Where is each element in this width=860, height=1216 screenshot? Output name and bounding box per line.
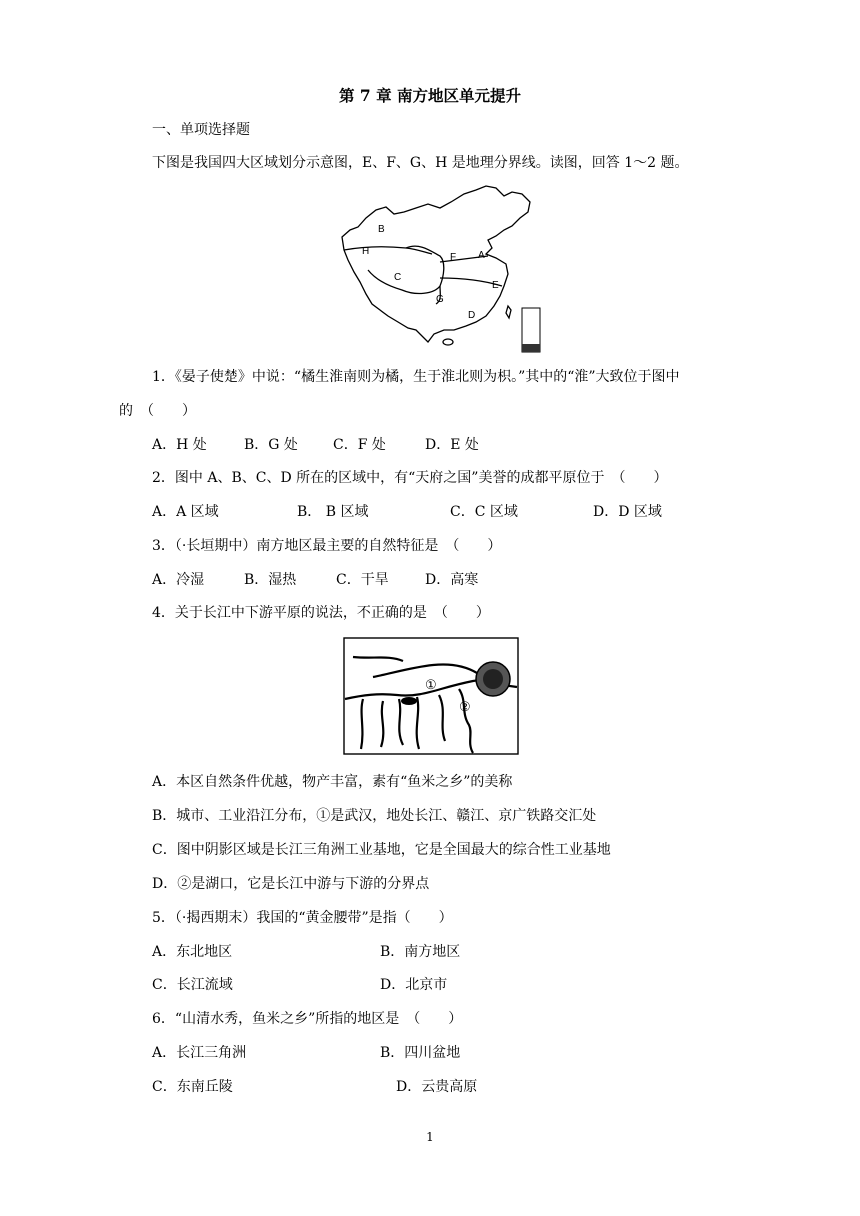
- q1-option-b[interactable]: B．G 处: [244, 437, 298, 453]
- q5-option-b[interactable]: B．南方地区: [380, 944, 461, 960]
- map-marker-2: ②: [459, 700, 471, 715]
- map-label-a: A: [478, 250, 485, 261]
- q2-option-b[interactable]: B． B 区域: [297, 504, 369, 520]
- map-label-e: E: [492, 280, 499, 291]
- q4-option-c[interactable]: C．图中阴影区域是长江三角洲工业基地，它是全国最大的综合性工业基地: [152, 842, 611, 858]
- section-heading: 一、单项选择题: [152, 122, 250, 138]
- q4-option-a[interactable]: A．本区自然条件优越，物产丰富，素有“鱼米之乡”的美称: [152, 774, 513, 790]
- page-title: 第 7 章 南方地区单元提升: [339, 86, 521, 105]
- map-label-h: H: [362, 246, 370, 257]
- map-label-c: C: [394, 272, 402, 283]
- q3-option-c[interactable]: C．干旱: [336, 572, 389, 588]
- q2-option-a[interactable]: A．A 区域: [152, 504, 219, 520]
- intro-text: 下图是我国四大区域划分示意图，E、F、G、H 是地理分界线。读图，回答 1～2 题。: [152, 155, 689, 171]
- q5-option-c[interactable]: C．长江流域: [152, 977, 233, 993]
- q4-option-b[interactable]: B．城市、工业沿江分布，①是武汉，地处长江、赣江、京广铁路交汇处: [152, 808, 597, 824]
- q5-stem: 5．（·揭西期末）我国的“黄金腰带”是指（ ）: [152, 910, 453, 926]
- q2-stem: 2．图中 A、B、C、D 所在的区域中，有“天府之国”美誉的成都平原位于 （ ）: [152, 470, 668, 486]
- q3-option-b[interactable]: B．湿热: [244, 572, 297, 588]
- q4-option-d[interactable]: D．②是湖口，它是长江中游与下游的分界点: [152, 876, 430, 892]
- q5-option-a[interactable]: A．东北地区: [152, 944, 233, 960]
- q6-option-d[interactable]: D．云贵高原: [396, 1079, 478, 1095]
- page-number: 1: [426, 1130, 434, 1144]
- map-label-d: D: [468, 310, 476, 321]
- china-regions-map: [336, 182, 546, 354]
- q1-stem-cont: 的 （ ）: [119, 403, 196, 419]
- map-label-g: G: [436, 294, 444, 305]
- q3-option-a[interactable]: A．冷湿: [152, 572, 205, 588]
- q2-option-c[interactable]: C．C 区域: [450, 504, 518, 520]
- map-label-f: F: [450, 252, 457, 263]
- q1-stem: 1．《晏子使楚》中说：“橘生淮南则为橘，生于淮北则为枳。”其中的“淮”大致位于图中: [152, 369, 680, 385]
- q6-option-b[interactable]: B．四川盆地: [380, 1045, 461, 1061]
- q6-option-c[interactable]: C．东南丘陵: [152, 1079, 233, 1095]
- q1-option-c[interactable]: C．F 处: [333, 437, 386, 453]
- q6-option-a[interactable]: A．长江三角洲: [152, 1045, 247, 1061]
- q4-stem: 4．关于长江中下游平原的说法，不正确的是 （ ）: [152, 605, 490, 621]
- yangtze-map: [343, 637, 519, 755]
- q6-stem: 6．“山清水秀，鱼米之乡”所指的地区是 （ ）: [152, 1011, 463, 1027]
- q1-option-a[interactable]: A．H 处: [152, 437, 207, 453]
- map-marker-1: ①: [425, 678, 437, 693]
- q1-option-d[interactable]: D．E 处: [425, 437, 479, 453]
- q3-option-d[interactable]: D．高寒: [425, 572, 479, 588]
- q3-stem: 3．（·长垣期中）南方地区最主要的自然特征是 （ ）: [152, 538, 502, 554]
- q5-option-d[interactable]: D．北京市: [380, 977, 448, 993]
- q2-option-d[interactable]: D．D 区域: [593, 504, 662, 520]
- map-label-b: B: [378, 224, 385, 235]
